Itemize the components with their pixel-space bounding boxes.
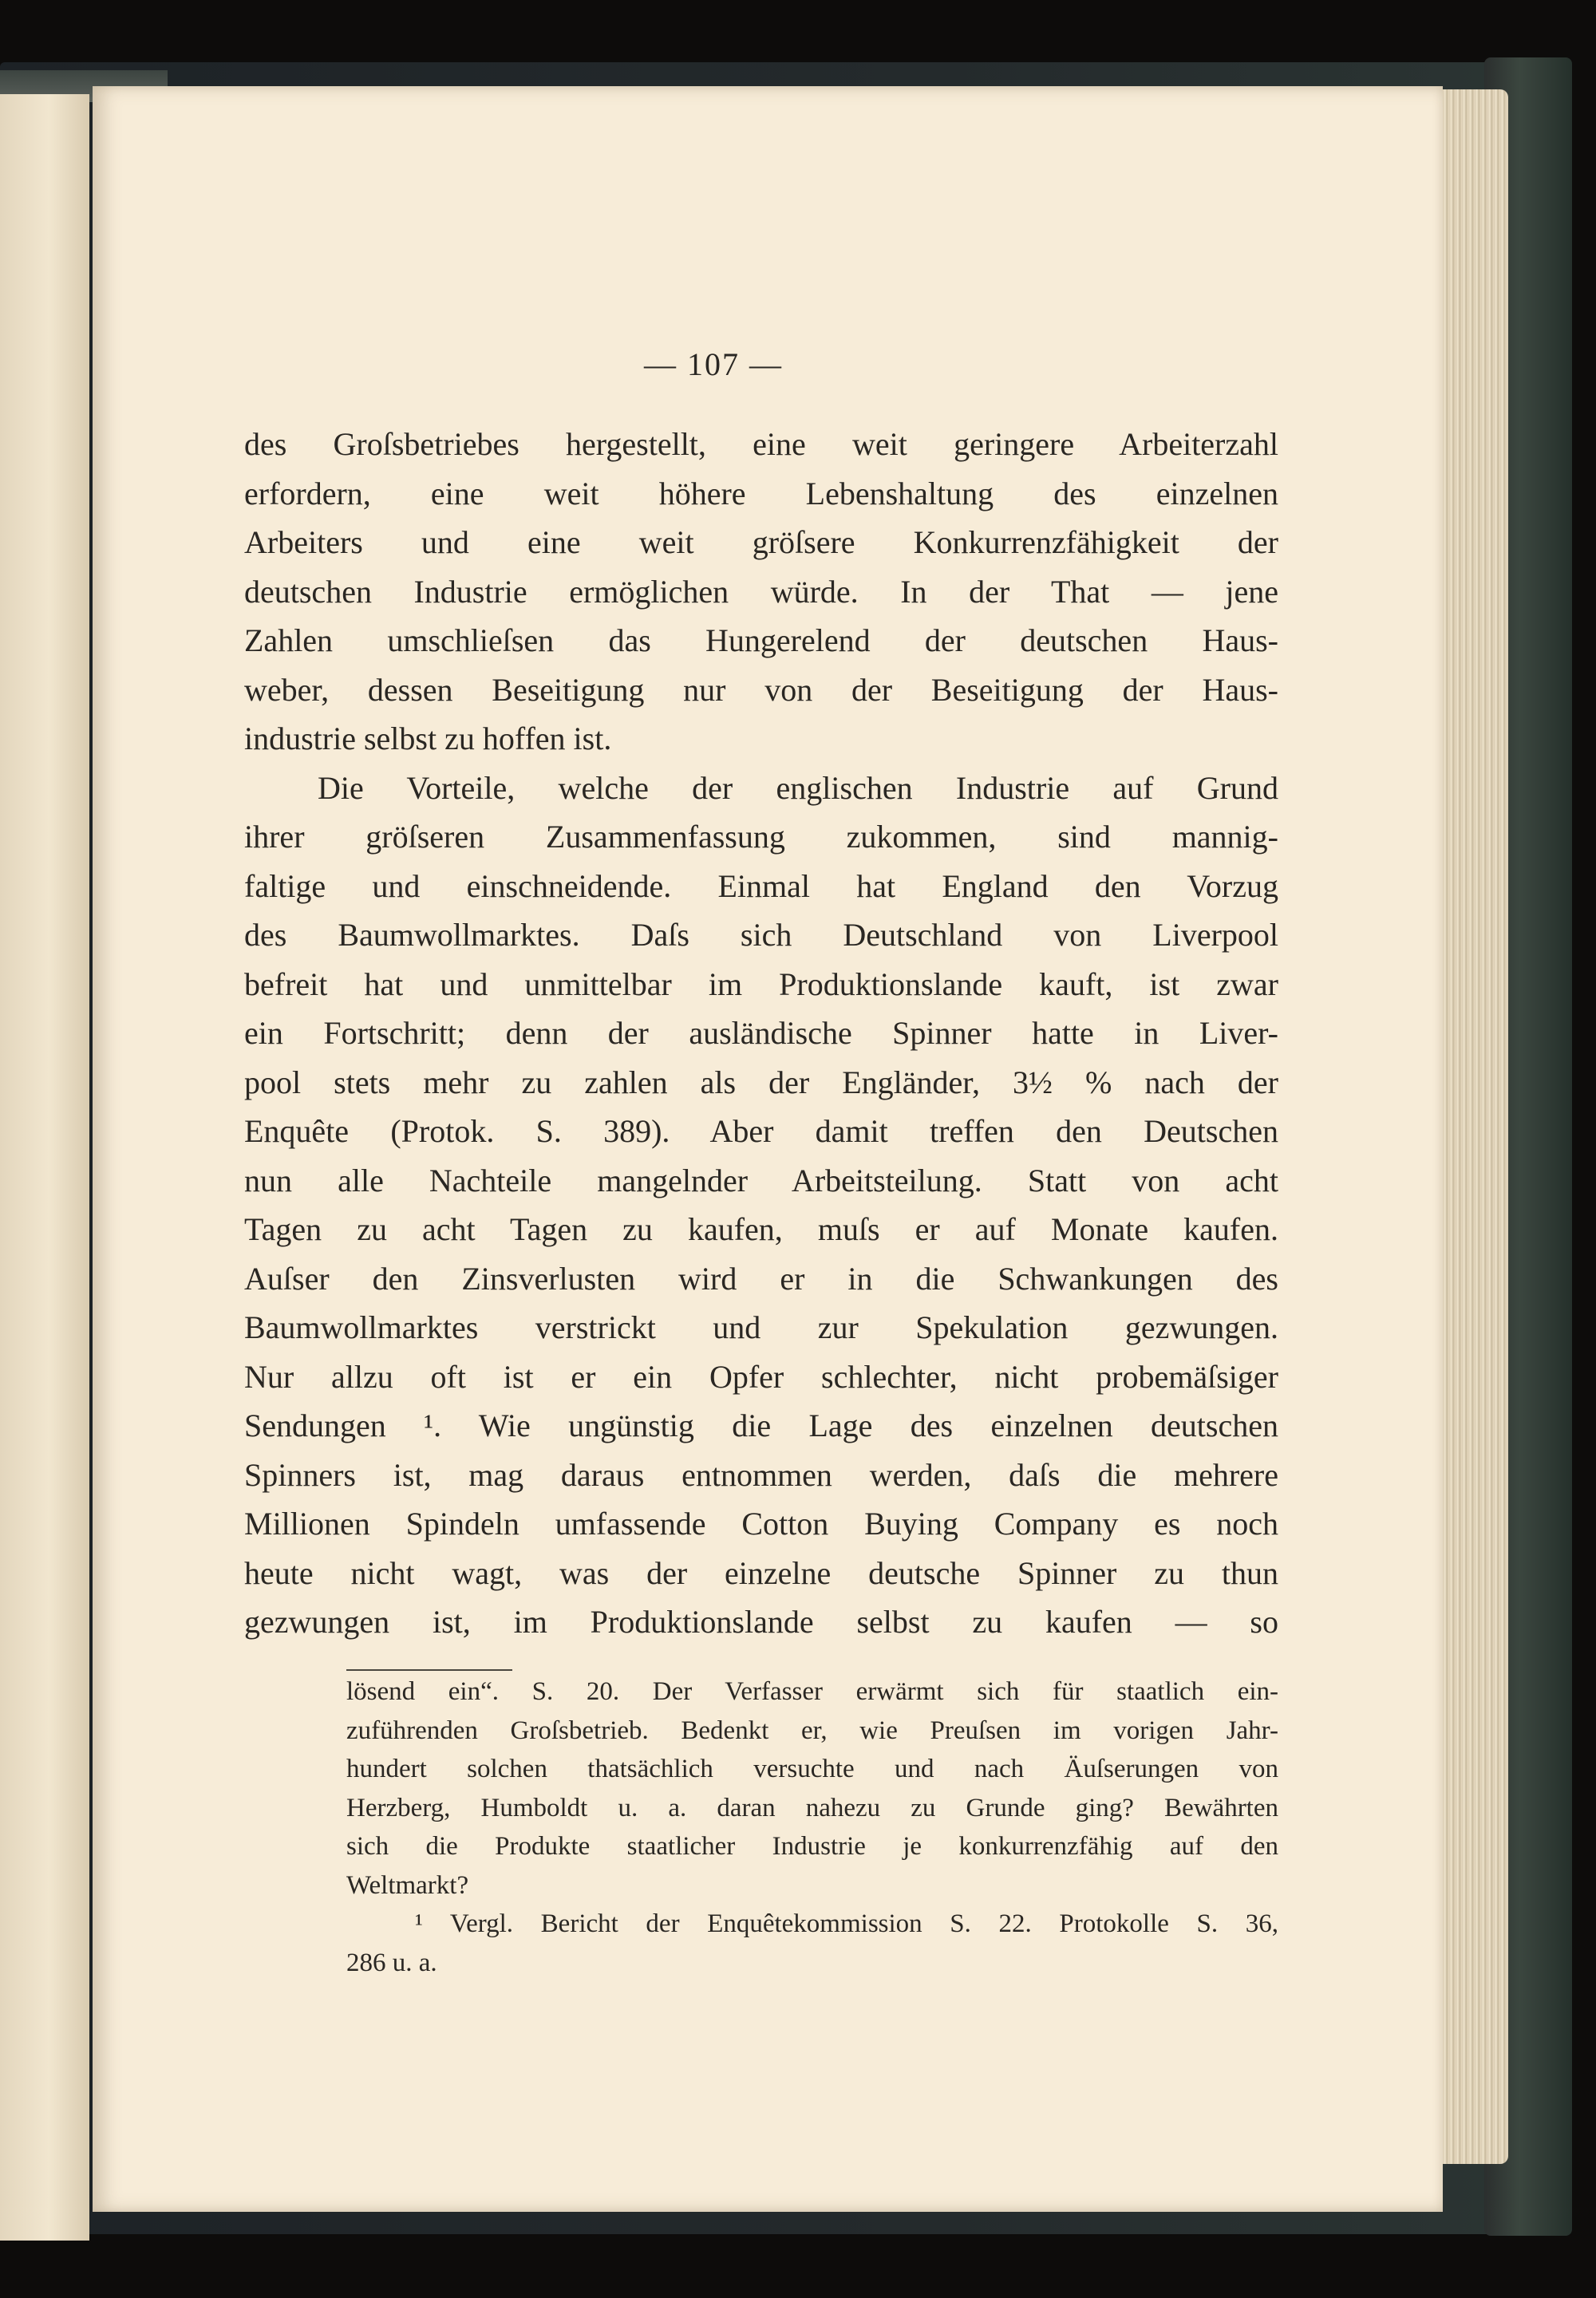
text-line: Spinners ist, mag daraus entnommen werden, daſs die mehrere: [244, 1456, 1278, 1493]
footnote-line: hundert solchen thatsächlich versuchte und nach Äuſserungen von: [346, 1755, 1278, 1783]
text-line: weber, dessen Beseitigung nur von der Beseitigung der Haus-: [244, 671, 1278, 708]
footnote-line: ¹ Vergl. Bericht der Enquêtekommission S. 22. Protokolle S. 36,: [415, 1909, 1278, 1938]
page-edge-stack: [1436, 89, 1508, 2164]
text-line: gezwungen ist, im Produktionslande selbst zu kaufen — so: [244, 1604, 1278, 1640]
page-number: — 107 —: [644, 346, 783, 382]
footnote-rule: [346, 1669, 512, 1671]
text-line: Tagen zu acht Tagen zu kaufen, muſs er auf Monate kaufen.: [244, 1211, 1278, 1247]
text-line: nun alle Nachteile mangelnder Arbeitsteilung. Statt von acht: [244, 1162, 1278, 1198]
left-facing-page: [0, 94, 89, 2241]
text-line: Nur allzu oft ist er ein Opfer schlechter, nicht probemäſsiger: [244, 1358, 1278, 1395]
text-line: pool stets mehr zu zahlen als der Engländer, 3½ % nach der: [244, 1064, 1278, 1100]
text-line: industrie selbst zu hoffen ist.: [244, 721, 612, 756]
text-line: ein Fortschritt; denn der ausländische Spinner hatte in Liver-: [244, 1015, 1278, 1051]
footnote-line: sich die Produkte staatlicher Industrie je konkurrenzfähig auf den: [346, 1832, 1278, 1861]
footnote-line: zuführenden Groſsbetrieb. Bedenkt er, wie Preuſsen im vorigen Jahr-: [346, 1716, 1278, 1745]
footnote-line: lösend ein“. S. 20. Der Verfasser erwärmt sich für staatlich ein-: [346, 1677, 1278, 1706]
text-line: des Groſsbetriebes hergestellt, eine weit geringere Arbeiterzahl: [244, 426, 1278, 462]
text-line: heute nicht wagt, was der einzelne deutsche Spinner zu thun: [244, 1554, 1278, 1591]
footnote-line: Herzberg, Humboldt u. a. daran nahezu zu Grunde ging? Bewährten: [346, 1793, 1278, 1822]
text-line: Enquête (Protok. S. 389). Aber damit treffen den Deutschen: [244, 1113, 1278, 1149]
text-line: deutschen Industrie ermöglichen würde. In der That — jene: [244, 573, 1278, 610]
text-line: Zahlen umschlieſsen das Hungerelend der deutschen Haus-: [244, 622, 1278, 658]
text-line: Arbeiters und eine weit gröſsere Konkurrenzfähigkeit der: [244, 524, 1278, 560]
footnote-line: 286 u. a.: [346, 1948, 437, 1977]
text-line: befreit hat und unmittelbar im Produktionslande kauft, ist zwar: [244, 965, 1278, 1002]
text-line: Millionen Spindeln umfassende Cotton Buying Company es noch: [244, 1506, 1278, 1542]
footnotes: [346, 1672, 1278, 1982]
text-line-paragraph-start: Die Vorteile, welche der englischen Industrie auf Grund: [318, 769, 1278, 806]
text-line: des Baumwollmarktes. Daſs sich Deutschland von Liverpool: [244, 917, 1278, 953]
text-line: faltige und einschneidende. Einmal hat England den Vorzug: [244, 867, 1278, 904]
book-page: [93, 86, 1443, 2212]
footnote-line: Weltmarkt?: [346, 1870, 469, 1900]
text-line: erfordern, eine weit höhere Lebenshaltung des einzelnen: [244, 475, 1278, 511]
body-text: [244, 420, 1278, 1647]
text-line: Auſser den Zinsverlusten wird er in die Schwankungen des: [244, 1260, 1278, 1297]
text-line: ihrer gröſseren Zusammenfassung zukommen, sind mannig-: [244, 819, 1278, 855]
text-line: Baumwollmarktes verstrickt und zur Spekulation gezwungen.: [244, 1309, 1278, 1345]
text-line: Sendungen ¹. Wie ungünstig die Lage des einzelnen deutschen: [244, 1408, 1278, 1443]
